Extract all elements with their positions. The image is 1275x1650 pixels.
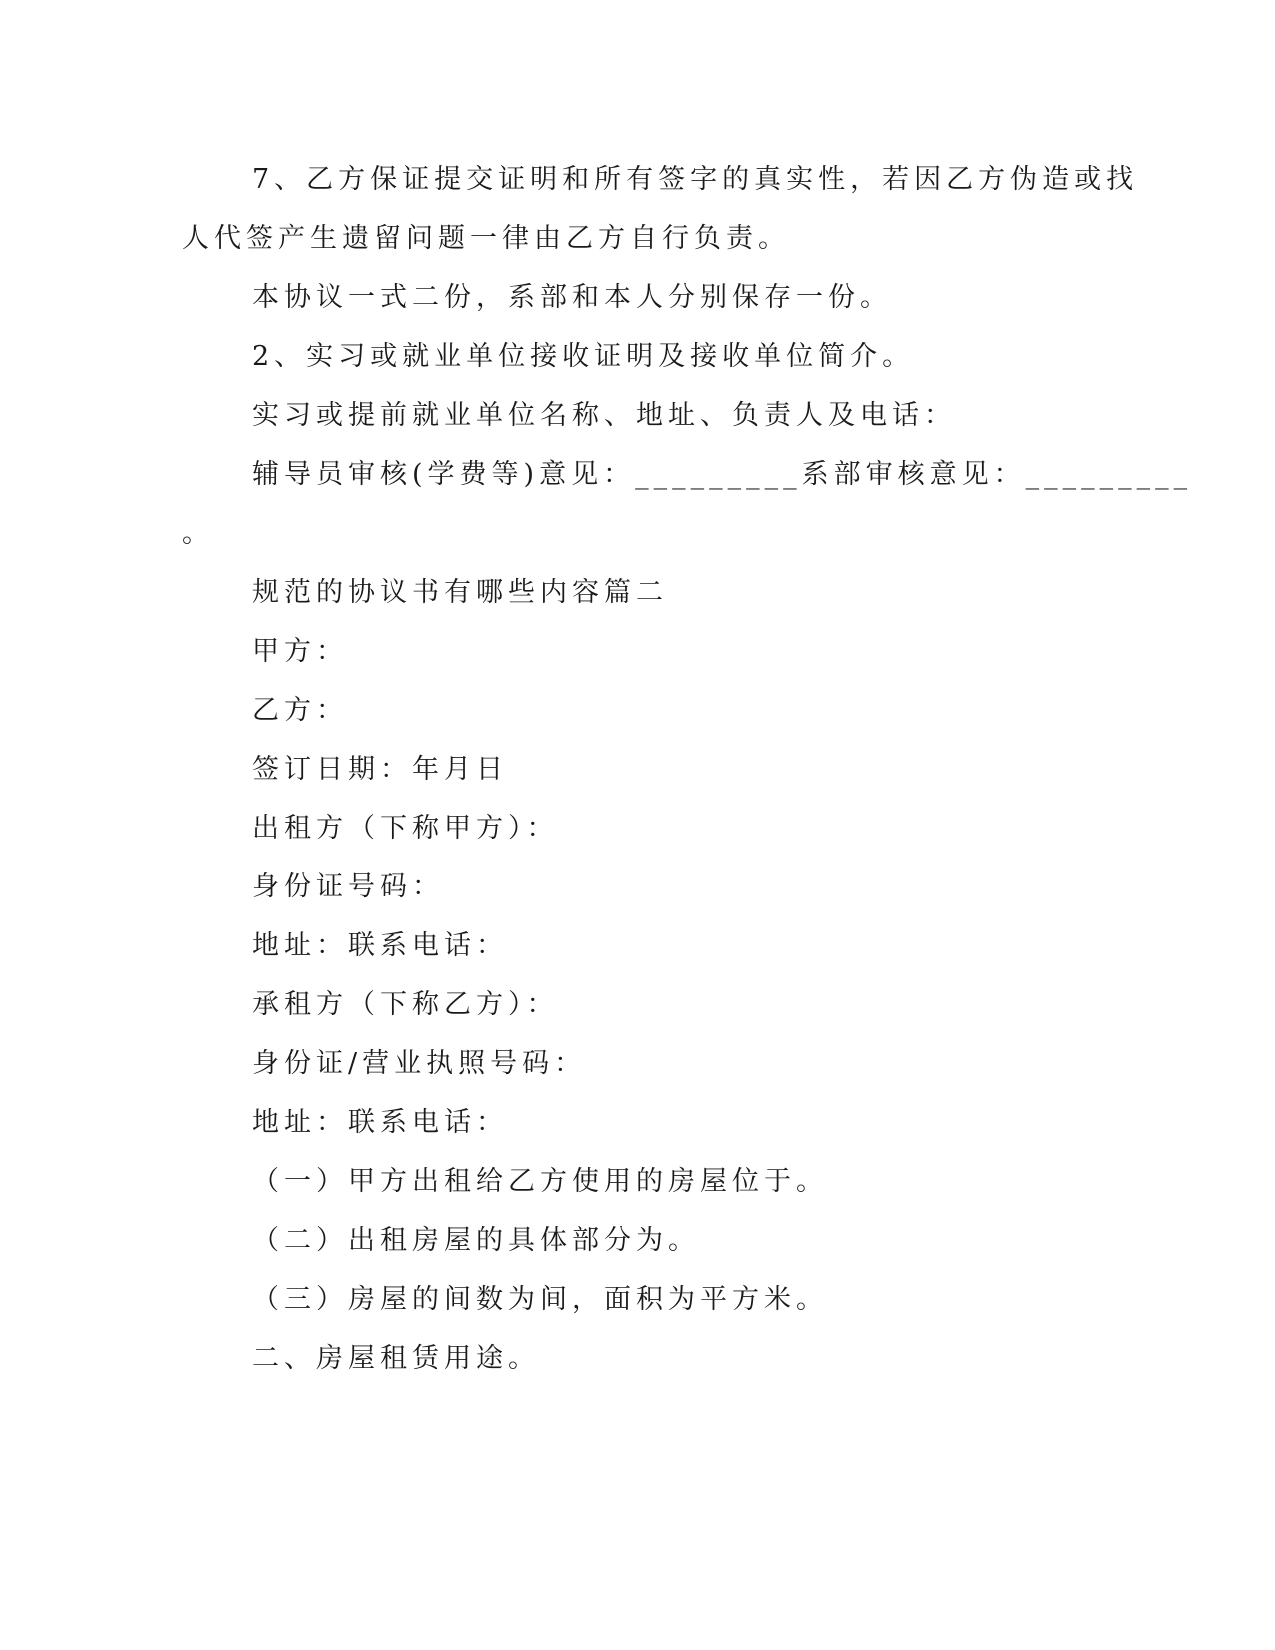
party-a-line: 甲方： [252,636,348,667]
id-number-line: 身份证号码： [252,871,444,902]
paragraph-line: 7、乙方保证提交证明和所有签字的真实性，若因乙方伪造或找 [252,164,1139,195]
paragraph-line: 实习或提前就业单位名称、地址、负责人及电话： [252,400,956,431]
clause-line: （三）房屋的间数为间，面积为平方米。 [252,1284,828,1315]
paragraph-line: 人代签产生遗留问题一律由乙方自行负责。 [182,223,790,254]
review-opinion-line: 辅导员审核(学费等)意见：_________系部审核意见：_________ [252,459,1193,490]
paragraph-line: 2、实习或就业单位接收证明及接收单位简介。 [252,341,915,372]
paragraph-line: 。 [182,518,214,549]
party-b-line: 乙方： [252,695,348,726]
section-heading: 规范的协议书有哪些内容篇二 [252,577,668,608]
signing-date-line: 签订日期：年月日 [252,754,508,785]
clause-line: （一）甲方出租给乙方使用的房屋位于。 [252,1166,828,1197]
lessor-line: 出租方（下称甲方）： [252,813,559,844]
paragraph-line: 本协议一式二份，系部和本人分别保存一份。 [252,282,892,313]
address-phone-line: 地址：联系电话： [252,930,508,961]
clause-heading: 二、房屋租赁用途。 [252,1343,540,1374]
lessee-line: 承租方（下称乙方）： [252,989,559,1020]
address-phone-line: 地址：联系电话： [252,1107,508,1138]
clause-line: （二）出租房屋的具体部分为。 [252,1225,700,1256]
license-number-line: 身份证/营业执照号码： [252,1048,587,1079]
